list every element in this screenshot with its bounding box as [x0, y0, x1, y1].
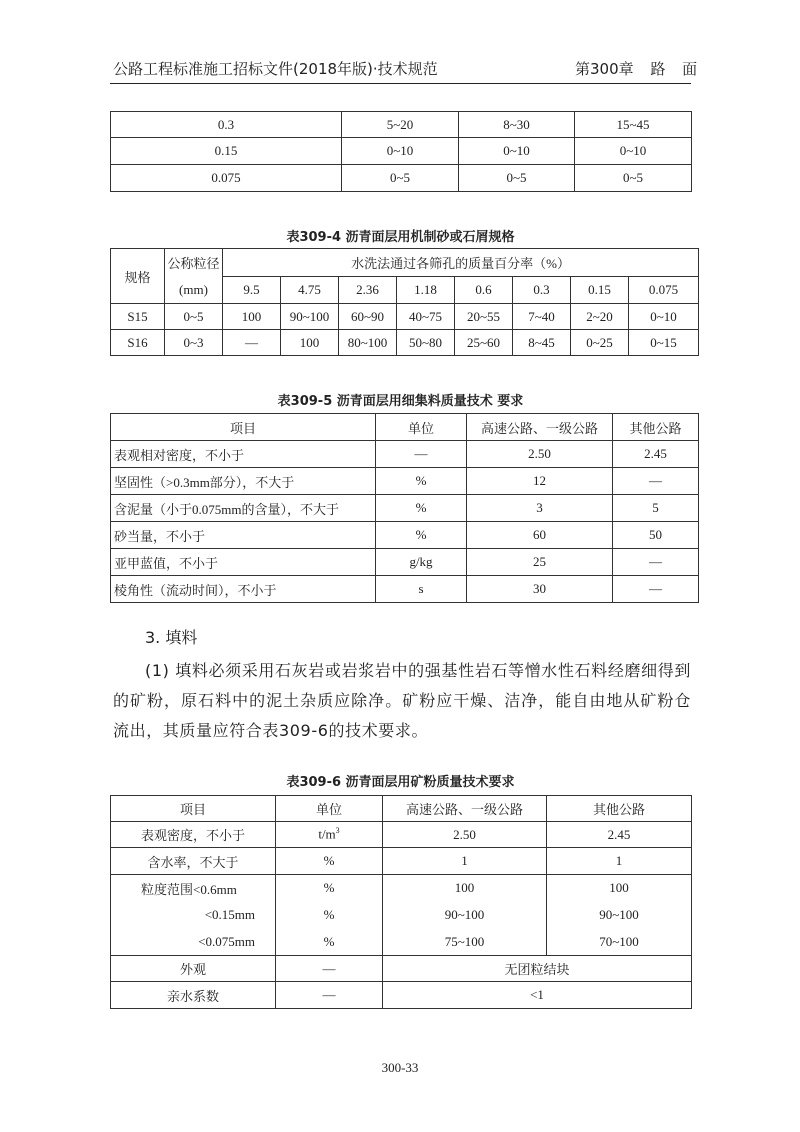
table-cell: 0.075 — [111, 165, 342, 192]
table-cell: 砂当量，不小于 — [111, 522, 376, 549]
table-row — [111, 112, 692, 138]
page-number: 300-33 — [381, 1060, 419, 1075]
sieve-size: 2.36 — [339, 277, 397, 304]
header-document-title: 公路工程标准施工招标文件(2018年版)·技术规范 — [113, 60, 438, 78]
header-highway: 高速公路、一级公路 — [467, 414, 613, 441]
header-divider — [110, 83, 691, 84]
table-cell: 无团粒结块 — [383, 956, 692, 982]
table-cell: % — [376, 522, 467, 549]
table-cell: 75~100 — [383, 929, 547, 956]
table-cell: 100 — [383, 875, 547, 902]
table-cell: 亚甲蓝值，不小于 — [111, 549, 376, 576]
sieve-size: 0.15 — [571, 277, 629, 304]
table-row — [111, 902, 692, 929]
table-cell: 含水率，不大于 — [111, 848, 276, 875]
table-row — [111, 929, 692, 956]
table-cell: 5 — [613, 495, 699, 522]
table-cell: 1 — [547, 848, 692, 875]
table-cell: 0.15 — [111, 138, 342, 165]
table-309-6-caption: 表309-6 沥青面层用矿粉质量技术要求 — [286, 775, 515, 790]
table-cell: g/kg — [376, 549, 467, 576]
table-cell: 50 — [613, 522, 699, 549]
table-cell: 90~100 — [281, 304, 339, 330]
table-cell: 2~20 — [571, 304, 629, 330]
table-row — [111, 468, 699, 495]
table-cell: 30 — [467, 576, 613, 603]
header-unit: 单位 — [276, 796, 383, 822]
table-row — [111, 875, 692, 902]
table-cell: 2.45 — [547, 822, 692, 848]
table-cell: 外观 — [111, 956, 276, 982]
table-cell: <0.15mm — [111, 902, 276, 929]
table-cell: 60 — [467, 522, 613, 549]
table-row — [111, 522, 699, 549]
table-cell: 0~25 — [571, 330, 629, 356]
table-cell: 8~45 — [513, 330, 571, 356]
header-item: 项目 — [111, 414, 376, 441]
table-cell: S15 — [111, 304, 165, 330]
table-cell: 0~5 — [575, 165, 692, 192]
header-spec: 规格 — [111, 249, 165, 304]
table-cell: 2.50 — [467, 441, 613, 468]
sieve-size: 4.75 — [281, 277, 339, 304]
table-cell: 20~55 — [455, 304, 513, 330]
sieve-size: 0.075 — [629, 277, 699, 304]
sieve-size: 0.6 — [455, 277, 513, 304]
table-cell: % — [276, 902, 383, 929]
table-cell: 2.45 — [613, 441, 699, 468]
table-309-5-caption: 表309-5 沥青面层用细集料质量技术 要求 — [277, 394, 524, 409]
table-cell: s — [376, 576, 467, 603]
table-cell: 5~20 — [342, 112, 459, 138]
table-row — [111, 822, 692, 848]
table-cell: 90~100 — [547, 902, 692, 929]
table-cell: 8~30 — [459, 112, 575, 138]
table-cell: <0.075mm — [111, 929, 276, 956]
table-cell: 坚固性（>0.3mm部分），不大于 — [111, 468, 376, 495]
section-heading: 3. 填料 — [145, 628, 198, 647]
table-cell — [276, 822, 383, 848]
section-paragraph: (1) 填料必须采用石灰岩或岩浆岩中的强基性岩石等憎水性石料经磨细得到的矿粉，原石料中的泥土杂质应除净。矿粉应干燥、洁净，能自由地从矿粉仓流出，其质量应符合表309-6的技术要求。 — [113, 661, 691, 740]
table-cell: 粒度范围<0.6mm — [111, 875, 276, 902]
table-cell: 0~10 — [342, 138, 459, 165]
table-row — [111, 576, 699, 603]
table-cell: 0.3 — [111, 112, 342, 138]
table-cell: 40~75 — [397, 304, 455, 330]
table-cell: S16 — [111, 330, 165, 356]
sieve-size: 0.3 — [513, 277, 571, 304]
header-pass-percent: 水洗法通过各筛孔的质量百分率（%） — [223, 249, 699, 277]
table-cell: 0~10 — [575, 138, 692, 165]
table-cell: 15~45 — [575, 112, 692, 138]
table-cell: 0~5 — [165, 304, 223, 330]
table-row — [111, 441, 699, 468]
table-row — [111, 304, 699, 330]
table-cell: — — [276, 982, 383, 1009]
table-cell: 表观密度，不小于 — [111, 822, 276, 848]
table-cell: % — [376, 468, 467, 495]
table-309-4 — [110, 248, 699, 356]
table-row — [111, 549, 699, 576]
table-cell: 0~10 — [459, 138, 575, 165]
table-cell: 25~60 — [455, 330, 513, 356]
table-cell: 7~40 — [513, 304, 571, 330]
table-cell: 表观相对密度，不小于 — [111, 441, 376, 468]
table-continuation — [110, 111, 692, 192]
table-cell: 棱角性（流动时间），不小于 — [111, 576, 376, 603]
table-cell: 0~10 — [629, 304, 699, 330]
table-cell: 70~100 — [547, 929, 692, 956]
table-cell: 12 — [467, 468, 613, 495]
sieve-size: 1.18 — [397, 277, 455, 304]
table-cell: 0~5 — [342, 165, 459, 192]
table-row — [111, 982, 692, 1009]
table-cell: 80~100 — [339, 330, 397, 356]
header-other-road: 其他公路 — [613, 414, 699, 441]
table-cell: 100 — [547, 875, 692, 902]
unit-superscript: 3 — [335, 826, 340, 836]
header-other-road: 其他公路 — [547, 796, 692, 822]
table-cell: 100 — [223, 304, 281, 330]
table-row — [111, 956, 692, 982]
table-309-4-caption: 表309-4 沥青面层用机制砂或石屑规格 — [286, 230, 515, 245]
table-309-5 — [110, 413, 699, 603]
table-cell: 50~80 — [397, 330, 455, 356]
header-unit: 单位 — [376, 414, 467, 441]
table-cell: — — [613, 576, 699, 603]
table-cell: — — [276, 956, 383, 982]
table-cell: — — [223, 330, 281, 356]
table-cell: — — [376, 441, 467, 468]
unit-text: t/m — [318, 826, 336, 842]
header-highway: 高速公路、一级公路 — [383, 796, 547, 822]
table-cell: 60~90 — [339, 304, 397, 330]
table-cell: <1 — [383, 982, 692, 1009]
header-size: 公称粒径 — [165, 249, 223, 277]
table-cell: % — [376, 495, 467, 522]
table-cell: 3 — [467, 495, 613, 522]
table-row — [111, 138, 692, 165]
table-row — [111, 165, 692, 192]
sieve-size: 9.5 — [223, 277, 281, 304]
table-cell: 0~3 — [165, 330, 223, 356]
table-cell: — — [613, 468, 699, 495]
table-cell: 2.50 — [383, 822, 547, 848]
table-309-6 — [110, 795, 692, 1009]
table-cell: % — [276, 848, 383, 875]
header-item: 项目 — [111, 796, 276, 822]
table-cell: 0~5 — [459, 165, 575, 192]
table-row — [111, 848, 692, 875]
table-cell: 1 — [383, 848, 547, 875]
table-cell: 0~15 — [629, 330, 699, 356]
table-cell: 含泥量（小于0.075mm的含量），不大于 — [111, 495, 376, 522]
table-cell: 亲水系数 — [111, 982, 276, 1009]
header-chapter: 第300章 路 面 — [575, 60, 698, 78]
table-row — [111, 330, 699, 356]
table-cell: — — [613, 549, 699, 576]
table-cell: % — [276, 929, 383, 956]
header-size-unit: (mm) — [165, 277, 223, 304]
table-row — [111, 495, 699, 522]
table-cell: % — [276, 875, 383, 902]
table-cell: 100 — [281, 330, 339, 356]
table-cell: 90~100 — [383, 902, 547, 929]
table-cell: 25 — [467, 549, 613, 576]
